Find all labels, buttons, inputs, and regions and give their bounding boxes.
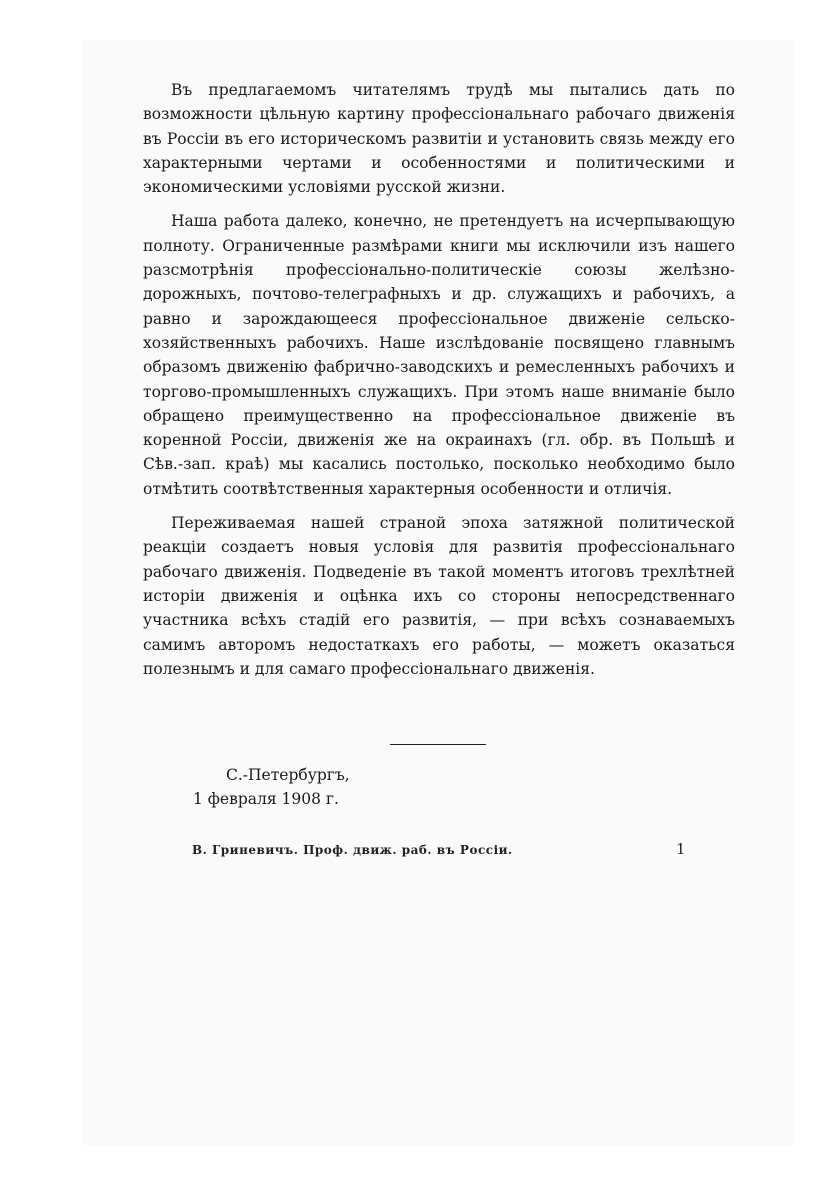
preface-body	[143, 78, 735, 681]
paragraph-2: Наша работа далеко, конечно, не претендуетъ на исчерпывающую полноту. Ограниченные размѣрами книги мы исключили изъ нашего разсмотрѣнія профессіонально-политическіе союзы желѣзно-дорожныхъ, почтово-телеграфныхъ и др. служащихъ и рабочихъ, а равно и зарождающееся профессіональное движеніе сельско-хозяйственныхъ рабочихъ. Наше изслѣдованіе посвящено главнымъ образомъ движенію фабрично-заводскихъ и ремесленныхъ рабочихъ и торгово-промышленныхъ служащихъ. При этомъ наше вниманіе было обращено преимущественно на профессіональное движеніе въ коренной Россіи, движенія же на окраинахъ (гл. обр. въ Польшѣ и Сѣв.-зап. краѣ) мы касались постолько, посколько необходимо было отмѣтить соотвѣтственныя характерныя особенности и отличія.	[143, 212, 735, 498]
signoff-date: 1 февраля 1908 г.	[193, 790, 339, 808]
paragraph-3: Переживаемая нашей страной эпоха затяжной политической реакціи создаетъ новыя условія для развитія профессіональнаго рабочаго движенія. Подведеніе въ такой моментъ итоговъ трехлѣтней исторіи движенія и оцѣнка ихъ со стороны непосредственнаго участника всѣхъ стадій его развитія, — при всѣхъ сознаваемыхъ самимъ авторомъ недостаткахъ его работы, — можетъ оказаться полезнымъ и для самаго профессіональнаго движенія.	[143, 514, 735, 678]
paragraph-1: Въ предлагаемомъ читателямъ трудѣ мы пытались дать по возможности цѣльную картину профессіональнаго рабочаго движенія въ Россіи въ его историческомъ развитіи и установить связь между его характерными чертами и особенностями и политическими и экономическими условіями русской жизни.	[143, 81, 735, 197]
footer-reference: В. Гриневичъ. Проф. движ. раб. въ Россіи.	[192, 843, 513, 857]
separator-rule	[390, 744, 486, 745]
signature-number: 1	[676, 840, 686, 858]
signoff-city: С.-Петербургъ,	[226, 766, 350, 784]
